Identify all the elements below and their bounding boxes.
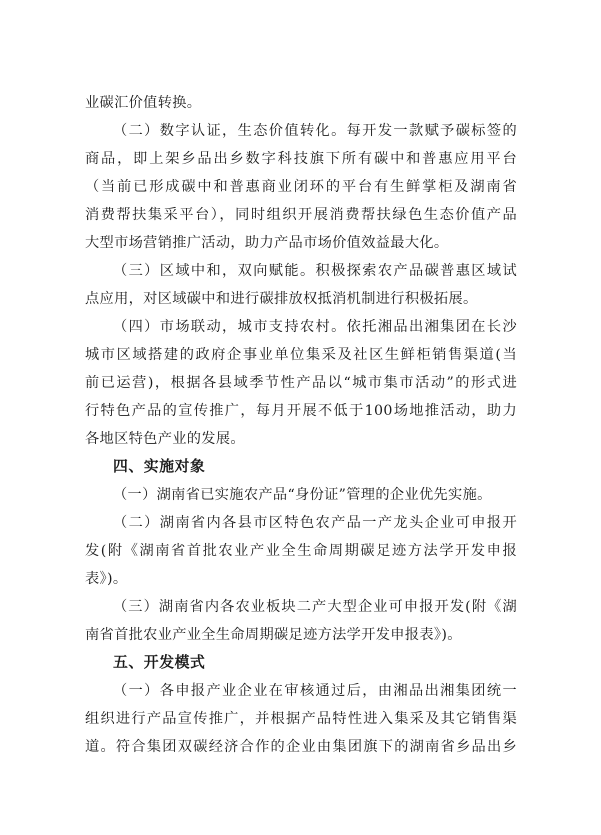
paragraph-line: （四）市场联动，城市支持农村。依托湘品出湘集团在长沙	[113, 319, 517, 335]
paragraph-line: （一）各申报产业企业在审核通过后，由湘品出湘集团统一	[113, 683, 517, 699]
section-heading: 五、开发模式	[113, 654, 206, 671]
section-heading: 四、实施对象	[113, 458, 206, 475]
paragraph-line: 城市区域搭建的政府企事业单位集采及社区生鲜柜销售渠道(当	[85, 347, 517, 363]
paragraph-line: 道。符合集团双碳经济合作的企业由集团旗下的湖南省乡品出乡	[85, 739, 517, 755]
paragraph-line: 南省首批农业产业全生命周期碳足迹方法学开发申报表》)。	[85, 627, 462, 643]
paragraph-line: （一）湖南省已实施农产品“身份证”管理的企业优先实施。	[113, 487, 492, 503]
paragraph-line: 点应用，对区域碳中和进行碳排放权抵消机制进行积极拓展。	[85, 291, 478, 307]
paragraph-line: 发(附《湖南省首批农业产业全生命周期碳足迹方法学开发申报	[85, 543, 517, 559]
paragraph-line: 大型市场营销推广活动，助力产品市场价值效益最大化。	[85, 235, 449, 251]
paragraph-line: 各地区特色产业的发展。	[85, 431, 245, 447]
paragraph-line: （三）区域中和，双向赋能。积极探索农产品碳普惠区域试	[113, 263, 517, 279]
paragraph-line: （二）湖南省内各县市区特色农产品一产龙头企业可申报开	[113, 515, 517, 531]
paragraph-line: 前已运营)，根据各县域季节性产品以“城市集市活动”的形式进	[85, 375, 517, 391]
paragraph-line: 行特色产品的宣传推广，每月开展不低于100场地推活动，助力	[85, 403, 517, 419]
paragraph-line: 业碳汇价值转换。	[85, 95, 202, 111]
paragraph-line: （二）数字认证，生态价值转化。每开发一款赋予碳标签的	[113, 123, 517, 139]
paragraph-line: 组织进行产品宣传推广，并根据产品特性进入集采及其它销售渠	[85, 711, 517, 727]
paragraph-line: 消费帮扶集采平台），同时组织开展消费帮扶绿色生态价值产品	[85, 207, 517, 223]
paragraph-line: （三）湖南省内各农业板块二产大型企业可申报开发(附《湖	[113, 599, 517, 615]
paragraph-line: （当前已形成碳中和普惠商业闭环的平台有生鲜掌柜及湖南省	[85, 179, 517, 195]
paragraph-line: 商品，即上架乡品出乡数字科技旗下所有碳中和普惠应用平台	[85, 151, 517, 167]
paragraph-line: 表》)。	[85, 571, 128, 587]
